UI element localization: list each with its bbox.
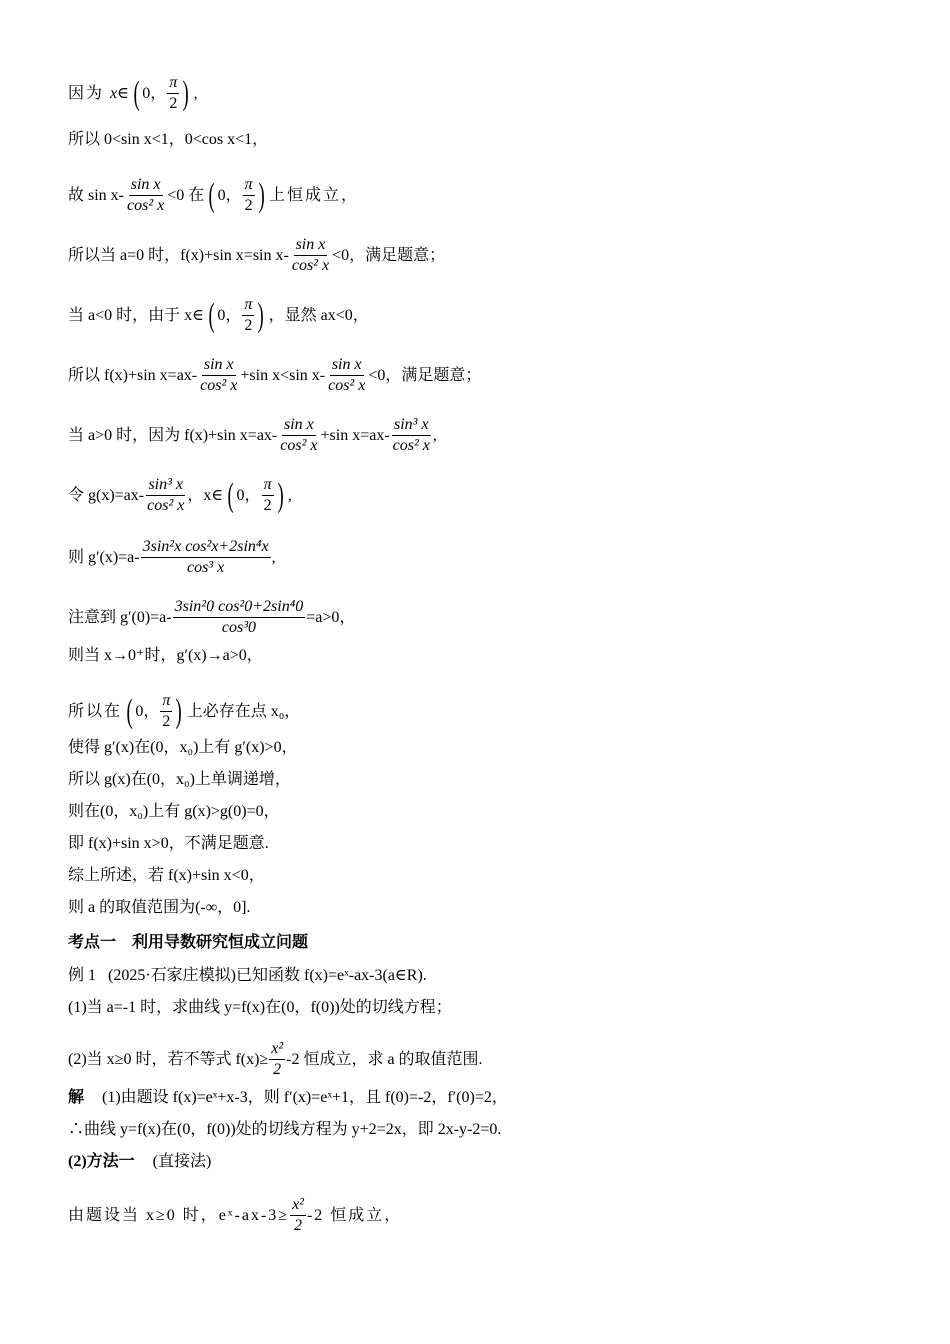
line-text: 因为	[68, 84, 105, 102]
line-text: 故 sin x-	[68, 186, 125, 204]
line-text: 使得 g′(x)在(0，x₀)上有 g′(x)>0，	[68, 739, 298, 756]
fraction: $\frac{\text{sin³ x}}{\text{cos² x}}$	[147, 476, 185, 514]
text-line: 因为 x∈ ( 0 ， $\frac{\pi}{2}$ ) ,	[68, 74, 198, 112]
fraction: $\frac{\text{3sin²x cos²x+2sin⁴x}}{\text{cos³ x}}$	[142, 538, 269, 576]
line-text: 当 a<0 时，由于 x∈	[68, 306, 204, 324]
fraction: $\frac{\text{x²}}{2}$	[292, 1196, 304, 1234]
text-line	[68, 866, 265, 886]
math-text: x∈	[110, 84, 129, 102]
interval: ( 0 ， $\frac{\pi}{2}$ )	[208, 296, 265, 334]
text-line	[68, 738, 298, 758]
line-text: 令 g(x)=ax-	[68, 486, 145, 504]
interval: ( 0 ， $\frac{\pi}{2}$ )	[227, 476, 284, 514]
fraction: $\frac{\text{sin³ x}}{\text{cos² x}}$	[392, 416, 430, 454]
line-text: 所以当 a=0 时，f(x)+sin x=sin x-	[68, 246, 289, 264]
line-text: 则 g′(x)=a-	[68, 548, 140, 566]
question-1: (1)当 a=-1 时，求曲线 y=f(x)在(0，f(0))处的切线方程；	[68, 999, 452, 1016]
method-label: (2)方法一	[68, 1153, 135, 1170]
text-line: 令 g(x)=ax- $\frac{\text{sin³ x}}{\text{cos² x}}$ ，x∈ ( 0 ， $\frac{\pi}{2}$ ) ,	[68, 476, 292, 514]
interval: ( 0 ， $\frac{\pi}{2}$ )	[126, 692, 183, 730]
fraction: $\frac{\text{sin x}}{\text{cos² x}}$	[328, 356, 366, 394]
fraction: $\frac{\text{sin x}}{\text{cos² x}}$	[200, 356, 238, 394]
section-heading: 考点一 利用导数研究恒成立问题	[68, 932, 309, 951]
example-title: 例 1 (2025·石家庄模拟)已知函数 f(x)=eˣ-ax-3(a∈R).	[68, 967, 427, 984]
text-line: 所以 f(x)+sin x=ax- $\frac{\text{sin x}}{\text{cos² x}}$ +sin x<sin x- $\frac{\text{sin x}}{\text{cos² x}}$ <0，满足题意；	[68, 356, 482, 394]
line-text: 所以 f(x)+sin x=ax-	[68, 366, 198, 384]
example-label: 例 1	[68, 967, 97, 984]
text-line	[68, 802, 280, 822]
solution-line: 解 (1)由题设 f(x)=eˣ+x-3，则 f′(x)=eˣ+1，且 f(0)=-2，f′(0)=2，	[68, 1089, 508, 1106]
line-text: 即 f(x)+sin x>0，不满足题意.	[68, 835, 269, 852]
text-line: 当 a<0 时，由于 x∈ ( 0 ， $\frac{\pi}{2}$ ) ，显然 ax<0，	[68, 296, 369, 334]
line-text: 则当 x→0⁺时，g′(x)→a>0，	[68, 647, 263, 664]
interval: ( 0 ， $\frac{\pi}{2}$ )	[133, 74, 190, 112]
fraction: $\frac{\text{sin x}}{\text{cos² x}}$	[291, 236, 330, 274]
solution-label: 解	[68, 1089, 85, 1106]
line-text: 当 a>0 时，因为 f(x)+sin x=ax-	[68, 426, 278, 444]
line-text: 则 a 的取值范围为(-∞，0].	[68, 899, 251, 916]
interval: ( 0 ， $\frac{\pi}{2}$ )	[208, 176, 265, 214]
text-line	[68, 770, 291, 790]
text-line	[68, 898, 251, 918]
fraction: $\frac{\text{3sin²0 cos²0+2sin⁴0}}{\text{cos³0}}$	[174, 598, 304, 636]
line-text: 综上所述，若 f(x)+sin x<0，	[68, 867, 265, 884]
fraction: $\frac{\text{x²}}{2}$	[271, 1040, 284, 1078]
text-line: 所以当 a=0 时，f(x)+sin x=sin x- $\frac{\text{sin x}}{\text{cos² x}}$ <0，满足题意；	[68, 236, 446, 274]
text-line: 注意到 g′(0)=a- $\frac{\text{3sin²0 cos²0+2sin⁴0}}{\text{cos³0}}$ =a>0，	[68, 598, 356, 636]
text-line	[68, 834, 269, 854]
text-line: 所以在 ( 0 ， $\frac{\pi}{2}$ ) 上必存在点 x₀，	[68, 692, 301, 730]
solution-line: (2)方法一 (直接法)	[68, 1153, 212, 1170]
line-text: 所以 g(x)在(0，x₀)上单调递增，	[68, 771, 291, 788]
text-line	[68, 130, 268, 150]
fraction: $\frac{\text{sin x}}{\text{cos² x}}$	[127, 176, 165, 214]
line-text: 所以在	[68, 702, 123, 720]
fraction: $\frac{\text{sin x}}{\text{cos² x}}$	[280, 416, 318, 454]
text-line: 当 a>0 时，因为 f(x)+sin x=ax- $\frac{\text{sin x}}{\text{cos² x}}$ +sin x=ax- $\frac{\text{sin³ x}}{\text{cos² x}}$ ,	[68, 416, 437, 454]
text-line	[68, 646, 263, 666]
solution-line: ∴曲线 y=f(x)在(0，f(0))处的切线方程为 y+2=2x，即 2x-y-2=0.	[68, 1121, 502, 1138]
question-2: (2)当 x≥0 时，若不等式 f(x)≥ $\frac{\text{x²}}{2}$ -2 恒成立，求 a 的取值范围.	[68, 1040, 483, 1078]
line-text: 则在(0，x₀)上有 g(x)>g(0)=0，	[68, 803, 280, 820]
solution-line: 由题设当 x≥0 时，eˣ-ax-3≥ $\frac{\text{x²}}{2}$ -2 恒成立，	[68, 1196, 403, 1234]
line-text: 所以 0<sin x<1，0<cos x<1，	[68, 131, 269, 148]
text-line: 故 sin x- $\frac{\text{sin x}}{\text{cos² x}}$ <0 在 ( 0 ， $\frac{\pi}{2}$ ) 上恒成立，	[68, 176, 359, 214]
line-text: 注意到 g′(0)=a-	[68, 608, 172, 626]
text-line: 则 g′(x)=a- $\frac{\text{3sin²x cos²x+2sin⁴x}}{\text{cos³ x}}$ ,	[68, 538, 276, 576]
